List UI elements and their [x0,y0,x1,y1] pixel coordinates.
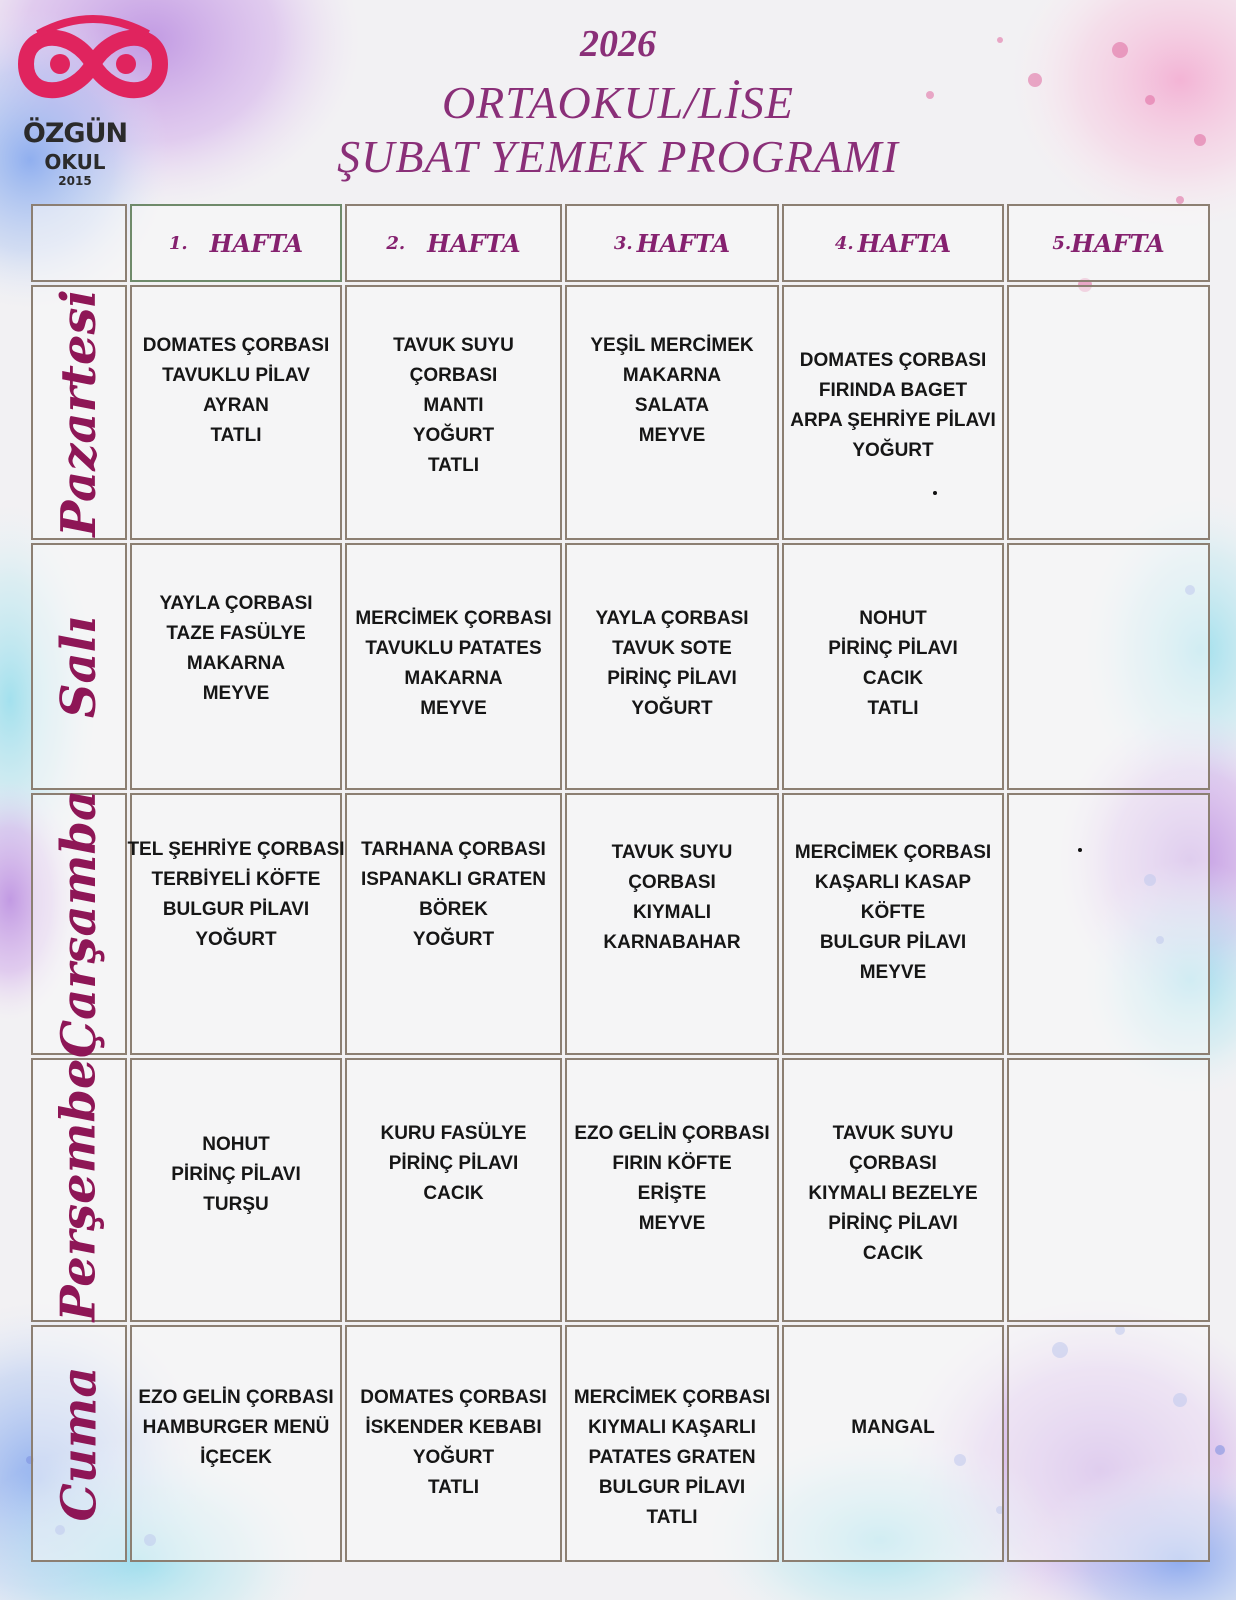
menu-items [603,838,740,958]
menu-item: CACIK [423,1183,484,1204]
menu-item: TATLI [210,425,262,446]
menu-cell [782,543,1004,790]
menu-item: İÇECEK [200,1447,272,1468]
week-number: 3. [613,232,633,254]
menu-item: SALATA [634,395,710,416]
menu-items [380,1119,526,1209]
menu-cell [345,285,562,540]
menu-item: YEŞİL MERCİMEK [590,335,754,356]
logo-year: 2015 [58,174,92,188]
day-name: Salı [51,615,108,718]
menu-item: KAŞARLI KASAP [814,872,972,893]
menu-items [595,604,748,724]
menu-cell [130,1058,342,1322]
day-name: Cuma [51,1366,107,1521]
menu-cell-empty [1007,543,1210,790]
menu-item: MEYVE [859,962,927,983]
menu-item: ARPA ŞEHRİYE PİLAVI [790,410,996,431]
menu-items [808,1119,977,1269]
menu-item: YOĞURT [631,698,713,719]
menu-cell [130,543,342,790]
menu-item: YAYLA ÇORBASI [595,608,749,629]
menu-item: MEYVE [420,698,487,719]
day-label-cell [31,1058,127,1322]
header-corner-cell [31,204,127,282]
logo-name-line1: ÖZGÜN [22,118,128,149]
menu-cell [565,285,779,540]
menu-item: MEYVE [638,425,706,446]
menu-item: KARNABAHAR [603,932,741,953]
week-header-2 [345,204,562,282]
menu-item: TAVUK SOTE [612,638,732,659]
menu-item: YOĞURT [412,1447,495,1468]
menu-items [138,1383,333,1473]
menu-item: MANGAL [851,1417,935,1438]
menu-cell [565,793,779,1055]
menu-item: TATLI [427,455,479,476]
menu-item: FIRIN KÖFTE [612,1153,732,1174]
menu-item: TATLI [646,1507,698,1528]
menu-items [851,1413,934,1443]
menu-item: TARHANA ÇORBASI [361,839,546,860]
menu-item: BÖREK [419,899,488,920]
menu-item: ISPANAKLI GRATEN [360,869,547,890]
menu-item: MEYVE [638,1213,706,1234]
menu-items [574,1119,769,1239]
menu-item: TERBİYELİ KÖFTE [151,869,321,890]
menu-cell [782,793,1004,1055]
menu-item: TAVUKLU PİLAV [162,365,310,386]
menu-item: ERİŞTE [637,1183,707,1204]
menu-item: FIRINDA BAGET [818,380,968,401]
menu-item: NOHUT [202,1134,270,1155]
logo-name-line2: OKUL [44,150,106,174]
menu-cell-empty [1007,285,1210,540]
menu-cell [565,1325,779,1562]
menu-item: CACIK [862,668,924,689]
menu-item: KÖFTE [860,902,926,923]
day-name: Perşembe [51,1058,107,1322]
menu-item: BULGUR PİLAVI [819,932,967,953]
week-header-1 [130,204,342,282]
menu-items [360,1383,546,1503]
menu-item: KIYMALI BEZELYE [808,1183,978,1204]
menu-item: PİRİNÇ PİLAVI [828,1213,958,1234]
menu-item: EZO GELİN ÇORBASI [138,1387,334,1408]
menu-item: TAVUK SUYU [393,335,514,356]
menu-item: HAMBURGER MENÜ [142,1417,330,1438]
menu-item: TAZE FASÜLYE [166,623,306,644]
day-label-cell [31,789,127,1059]
menu-item: MERCİMEK ÇORBASI [794,842,992,863]
menu-items [795,838,991,988]
week-label: HAFTA [857,228,952,258]
week-number: 4. [834,232,854,254]
menu-item: MAKARNA [622,365,722,386]
week-number: 2. [386,232,406,254]
menu-item: TATLI [427,1477,479,1498]
menu-item: MERCİMEK ÇORBASI [355,608,552,629]
menu-cell [127,793,345,1055]
menu-item: TATLI [867,698,919,719]
menu-item: YOĞURT [195,929,277,950]
menu-cell [130,285,342,540]
menu-item: YOĞURT [412,929,495,950]
menu-items [790,346,996,466]
day-name: Çarşamba [51,789,108,1059]
menu-item: MEYVE [202,683,270,704]
menu-items [159,589,312,709]
week-header-4 [782,204,1004,282]
menu-item: TAVUK SUYU [832,1123,954,1144]
menu-cell [782,285,1004,540]
menu-items [355,604,551,724]
menu-item: MANTI [423,395,484,416]
menu-item: DOMATES ÇORBASI [142,335,330,356]
menu-item: MAKARNA [404,668,503,689]
menu-item: BULGUR PİLAVI [598,1477,746,1498]
menu-item: TURŞU [203,1194,269,1215]
week-header-5 [1007,204,1210,282]
menu-item: KIYMALI KAŞARLI [588,1417,756,1438]
week-label: HAFTA [1071,228,1165,258]
day-name: Pazartesi [51,288,107,537]
menu-cell-empty [1007,1325,1210,1562]
week-label: HAFTA [209,228,304,258]
menu-item: YOĞURT [412,425,495,446]
menu-item: PİRİNÇ PİLAVI [607,668,737,689]
menu-item: ÇORBASI [628,872,716,893]
title-line2: ŞUBAT YEMEK PROGRAMI [337,131,899,182]
day-label-cell [31,285,127,540]
menu-cell-empty [1007,793,1210,1055]
menu-item: NOHUT [859,608,927,629]
menu-items [361,835,546,955]
menu-cell-empty [1007,1058,1210,1322]
menu-item: EZO GELİN ÇORBASI [574,1123,770,1144]
menu-item: YAYLA ÇORBASI [159,593,313,614]
menu-items [574,1383,770,1533]
week-label: HAFTA [427,228,521,258]
menu-item: MAKARNA [186,653,286,674]
week-number: 1. [168,232,188,254]
menu-item: İSKENDER KEBABI [365,1417,542,1438]
menu-item: BULGUR PİLAVI [162,899,310,920]
menu-items [393,331,514,481]
menu-items [171,1130,301,1220]
week-number: 5. [1052,232,1072,254]
menu-item: ÇORBASI [409,365,498,386]
menu-cell [345,1058,562,1322]
title-year: 2026 [580,23,656,65]
menu-item: MERCİMEK ÇORBASI [573,1387,771,1408]
menu-item: PİRİNÇ PİLAVI [171,1164,301,1185]
day-label-cell [31,1325,127,1562]
menu-cell [345,1325,562,1562]
stray-dot [1078,848,1082,852]
menu-item: DOMATES ÇORBASI [799,350,987,371]
day-label-cell [31,543,127,790]
menu-cell [345,793,562,1055]
menu-cell [345,543,562,790]
menu-cell [130,1325,342,1562]
menu-item: KURU FASÜLYE [380,1123,527,1144]
menu-item: TEL ŞEHRİYE ÇORBASI [127,839,345,860]
menu-item: CACIK [862,1243,924,1264]
menu-item: ÇORBASI [849,1153,937,1174]
menu-items [143,331,329,451]
week-header-3 [565,204,779,282]
menu-items [127,835,344,955]
menu-cell [565,543,779,790]
menu-items [590,331,753,451]
menu-item: PİRİNÇ PİLAVI [828,638,958,659]
menu-item: PATATES GRATEN [588,1447,756,1468]
menu-cell [565,1058,779,1322]
menu-item: DOMATES ÇORBASI [360,1387,547,1408]
menu-item: TAVUK SUYU [611,842,733,863]
menu-cell [782,1325,1004,1562]
menu-items [828,604,958,724]
menu-item: KIYMALI [632,902,712,923]
menu-item: AYRAN [203,395,269,416]
title-line1: ORTAOKUL/LİSE [441,77,795,128]
menu-cell [782,1058,1004,1322]
menu-item: YOĞURT [852,440,934,461]
menu-item: TAVUKLU PATATES [365,638,542,659]
week-label: HAFTA [636,228,731,258]
menu-item: PİRİNÇ PİLAVI [388,1153,519,1174]
stray-dot [933,491,937,495]
